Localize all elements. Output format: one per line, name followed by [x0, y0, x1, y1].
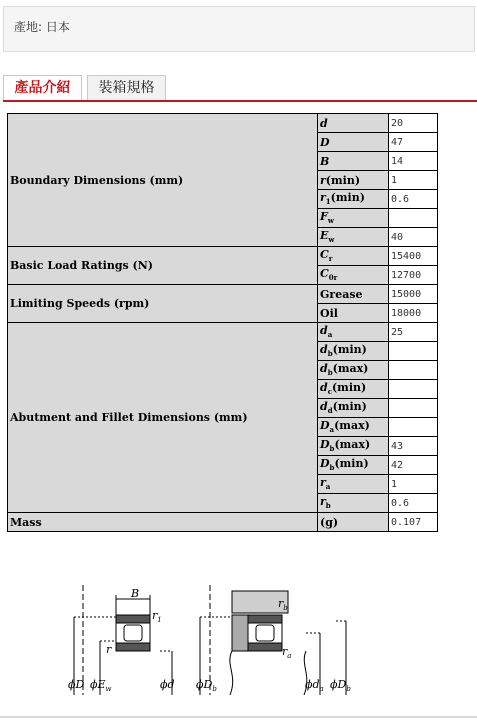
value-cell: 18000 — [389, 304, 438, 323]
symbol-cell: $C_r$ — [318, 247, 389, 266]
value-cell — [389, 418, 438, 437]
spec-row — [8, 323, 438, 342]
symbol-cell: $r_a$ — [318, 475, 389, 494]
value-cell: 1 — [389, 171, 438, 190]
origin-panel — [3, 6, 475, 52]
value-cell — [389, 342, 438, 361]
symbol-cell: $d_a$ — [318, 323, 389, 342]
symbol-cell: $C_{0r}$ — [318, 266, 389, 285]
label-phiDb: $\phi D_b$ — [196, 678, 217, 693]
label-phiDb2: $\phi D_b$ — [330, 678, 351, 693]
value-cell: 12700 — [389, 266, 438, 285]
tab-underline — [3, 100, 477, 102]
symbol-cell: D — [318, 133, 389, 152]
value-cell: 15000 — [389, 285, 438, 304]
label-phida: $\phi d_a$ — [305, 678, 324, 693]
symbol-cell: $r_1(\min)$ — [318, 190, 389, 209]
value-cell: 40 — [389, 228, 438, 247]
label-rb: $r_b$ — [278, 597, 288, 612]
label-B: B — [131, 587, 140, 600]
label-r: r — [106, 643, 112, 656]
value-cell: 43 — [389, 437, 438, 456]
symbol-cell: $D_b(\max)$ — [318, 437, 389, 456]
label-phid: ϕd — [160, 678, 175, 691]
symbol-cell: $d_d(\min)$ — [318, 399, 389, 418]
spec-table — [7, 113, 438, 532]
label-ra: $r_a$ — [282, 645, 292, 660]
value-cell: 1 — [389, 475, 438, 494]
symbol-cell: $D_b(\min)$ — [318, 456, 389, 475]
mass-label: Mass — [8, 513, 318, 532]
value-cell — [389, 361, 438, 380]
value-cell — [389, 380, 438, 399]
value-cell: 47 — [389, 133, 438, 152]
bearing-diagram — [60, 585, 360, 697]
mass-row — [8, 513, 438, 532]
tab-packing-spec[interactable]: 裝箱規格 — [87, 75, 166, 101]
symbol-cell: $d_b(\min)$ — [318, 342, 389, 361]
bearing-section-right — [200, 585, 346, 695]
value-cell — [389, 209, 438, 228]
value-cell: 0.6 — [389, 494, 438, 513]
value-cell: 0.6 — [389, 190, 438, 209]
label-r1: $r_1$ — [152, 609, 162, 624]
spec-row — [8, 114, 438, 133]
spec-row — [8, 285, 438, 304]
symbol-cell: d — [318, 114, 389, 133]
group-label-load: Basic Load Ratings (N) — [8, 247, 318, 285]
bearing-section-left — [74, 585, 172, 695]
group-label-boundary: Boundary Dimensions (mm) — [8, 114, 318, 247]
bottom-divider — [0, 716, 477, 718]
symbol-cell: $d_c(\min)$ — [318, 380, 389, 399]
value-cell: 15400 — [389, 247, 438, 266]
group-label-abutment: Abutment and Fillet Dimensions (mm) — [8, 323, 318, 513]
value-cell: 25 — [389, 323, 438, 342]
tab-product-intro[interactable]: 產品介紹 — [3, 75, 82, 101]
symbol-cell: $r_b$ — [318, 494, 389, 513]
origin-text: 產地: 日本 — [14, 20, 70, 34]
symbol-cell: $d_b(\max)$ — [318, 361, 389, 380]
label-phiD: ϕD — [68, 678, 85, 691]
symbol-cell: Grease — [318, 285, 389, 304]
value-cell — [389, 399, 438, 418]
label-phiEw: $\phi E_w$ — [90, 678, 112, 693]
symbol-cell: $F_w$ — [318, 209, 389, 228]
symbol-cell: $E_w$ — [318, 228, 389, 247]
spec-row — [8, 247, 438, 266]
symbol-cell: B — [318, 152, 389, 171]
value-cell: 20 — [389, 114, 438, 133]
symbol-cell: $D_a(\max)$ — [318, 418, 389, 437]
symbol-cell: r(min) — [318, 171, 389, 190]
symbol-cell: Oil — [318, 304, 389, 323]
mass-value: 0.107 — [389, 513, 438, 532]
value-cell: 42 — [389, 456, 438, 475]
value-cell: 14 — [389, 152, 438, 171]
group-label-speed: Limiting Speeds (rpm) — [8, 285, 318, 323]
mass-unit: (g) — [318, 513, 389, 532]
